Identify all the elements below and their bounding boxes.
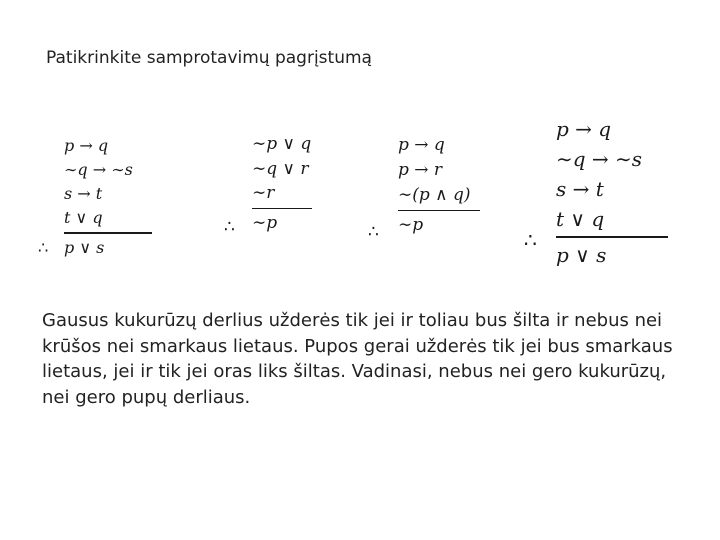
argument-3-conclusion: ∼p — [398, 215, 424, 235]
argument-3 — [398, 133, 480, 238]
page-title: Patikrinkite samprotavimų pagrįstumą — [46, 48, 372, 68]
argument-1-divider — [64, 232, 152, 234]
argument-2-conclusion: ∼p — [252, 212, 278, 233]
argument-1 — [64, 134, 152, 260]
argument-2-premise-1: ∼p ∨ q — [252, 134, 312, 154]
argument-1-premise-4: t ∨ q — [64, 208, 103, 227]
argument-2 — [252, 132, 312, 235]
argument-3-therefore-symbol: ∴ — [368, 222, 379, 242]
argument-3-premise-2: p → r — [398, 160, 443, 180]
argument-2-premise-3: ∼r — [252, 183, 275, 203]
argument-4-premise-4: t ∨ q — [556, 207, 605, 231]
argument-4-divider — [556, 236, 668, 238]
argument-3-premise-1: p → q — [398, 135, 445, 155]
argument-4-premise-1: p → q — [556, 117, 612, 141]
argument-1-conclusion: p ∨ s — [64, 238, 105, 257]
argument-4-premise-3: s → t — [556, 177, 604, 201]
problem-paragraph: Gausus kukurūzų derlius užderės tik jei ir toliau bus šilta ir nebus nei krūšos nei smarkaus lietaus. Pupos gerai užderės tik jei bus smarkaus lietaus, jei ir tik jei oras liks šiltas. Vadinasi, nebus nei gero kukurūzų, nei gero pupų derliaus. — [42, 310, 673, 408]
argument-2-therefore-symbol: ∴ — [224, 217, 235, 237]
argument-1-therefore-symbol: ∴ — [38, 238, 49, 257]
argument-4-premise-2: ∼q → ∼s — [556, 147, 643, 171]
argument-4-conclusion: p ∨ s — [556, 243, 607, 267]
argument-1-premise-1: p → q — [64, 136, 109, 155]
argument-3-premise-3: ∼(p ∧ q) — [398, 185, 471, 205]
argument-1-premise-3: s → t — [64, 184, 103, 203]
argument-3-divider — [398, 210, 480, 211]
argument-4-therefore-symbol: ∴ — [524, 228, 537, 252]
argument-4 — [556, 114, 668, 270]
argument-2-divider — [252, 208, 312, 209]
argument-1-premise-2: ∼q → ∼s — [64, 160, 133, 179]
argument-2-premise-2: ∼q ∨ r — [252, 158, 309, 179]
